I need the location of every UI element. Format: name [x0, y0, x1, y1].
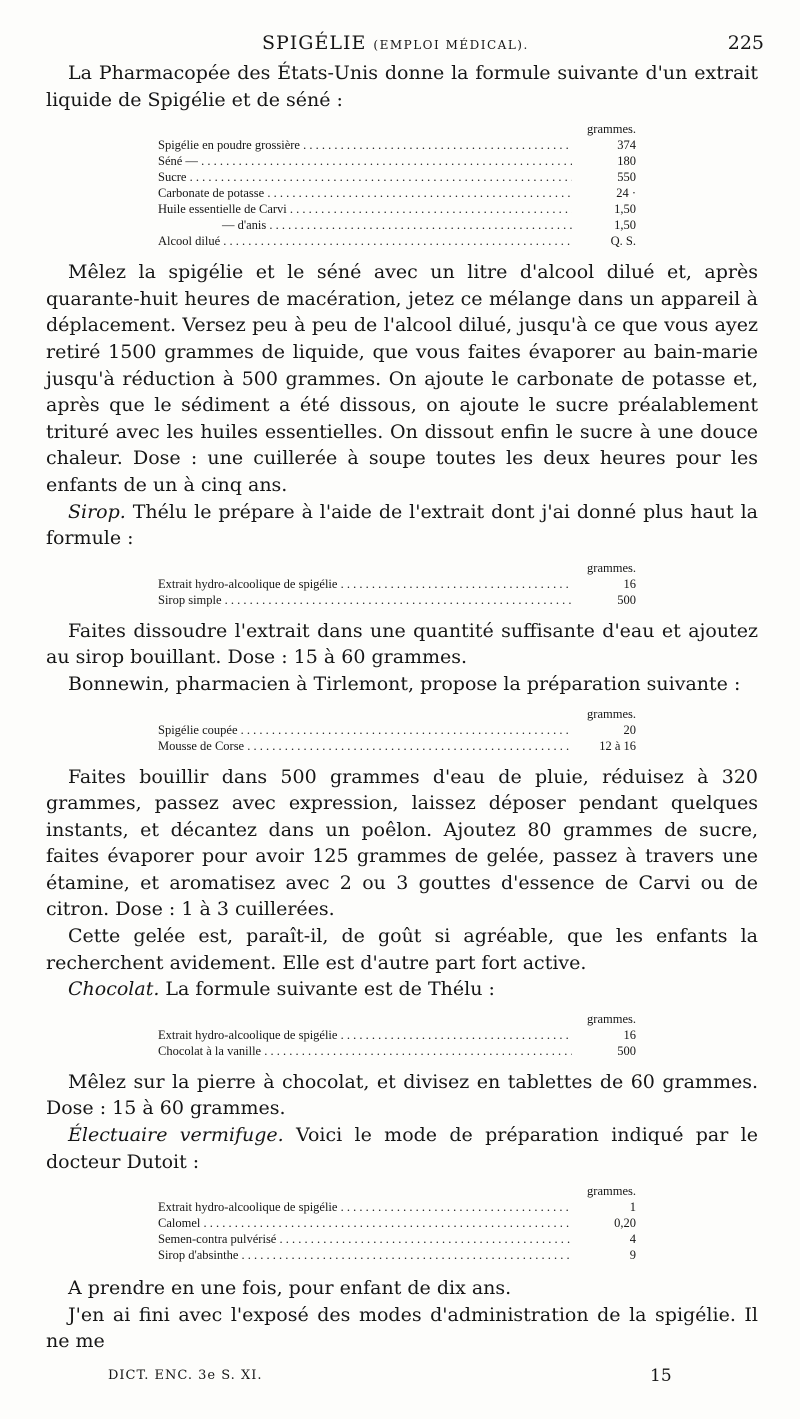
ingredient-qty: 16: [623, 1027, 636, 1042]
ingredient-label: Sirop d'absinthe . . .: [158, 1247, 572, 1263]
paragraph-4: Faites dissoudre l'extrait dans une quantité suffisante d'eau et ajoutez au sirop bouillant. Dose : 15 à 60 grammes.: [46, 619, 758, 669]
paragraph-3: [46, 499, 758, 552]
ingredient-qty: Q. S.: [610, 234, 636, 249]
ingredient-label: Spigélie en poudre grossière . . .: [158, 137, 572, 153]
ingredient-label: Chocolat à la vanille . . .: [158, 1043, 572, 1059]
table-row: [158, 169, 636, 185]
ingredient-qty: 0,20: [614, 1216, 636, 1231]
header-subtitle: (EMPLOI MÉDICAL).: [373, 38, 529, 52]
ingredient-qty: 180: [617, 154, 636, 169]
ingredient-label: — d'anis . . .: [158, 217, 572, 233]
unit-header: grammes.: [587, 1184, 636, 1199]
ingredient-label: Alcool dilué . . .: [158, 233, 572, 249]
ingredient-qty: 500: [617, 1043, 636, 1058]
paragraph-7: Cette gelée est, paraît-il, de goût si agréable, que les enfants la recherchent avidement. Elle est d'autre part fort active.: [46, 925, 758, 974]
paragraph-text: Voici le mode de préparation indiqué par le docteur Dutoit :: [46, 1124, 758, 1173]
ingredient-label: Sucre . . .: [158, 169, 572, 185]
section-term: Chocolat.: [68, 978, 160, 1001]
footer-sheet-number: 15: [650, 1366, 672, 1386]
ingredient-qty: 1,50: [614, 218, 636, 233]
ingredient-label: Extrait hydro-alcoolique de spigélie . . .: [158, 576, 572, 592]
unit-header: grammes.: [587, 560, 636, 575]
ingredient-qty: 12 à 16: [599, 738, 636, 753]
ingredient-qty: 1,50: [614, 202, 636, 217]
ingredient-label: Carbonate de potasse . . .: [158, 185, 572, 201]
recipe-table-electuaire: [158, 1183, 636, 1263]
table-row: [158, 1043, 636, 1059]
ingredient-qty: 1: [629, 1200, 636, 1215]
page-number: 225: [727, 32, 764, 54]
table-row: [158, 153, 636, 169]
table-row: [158, 137, 636, 153]
table-row: [158, 722, 636, 738]
table-row: [158, 1231, 636, 1247]
paragraph-11: A prendre en une fois, pour enfant de dix ans.: [68, 1277, 512, 1300]
recipe-table-sirop: [158, 560, 636, 608]
table-row: [158, 592, 636, 608]
paragraph-1: La Pharmacopée des États-Unis donne la formule suivante d'un extrait liquide de Spigélie et de séné :: [46, 62, 758, 111]
paragraph-10: [46, 1122, 758, 1175]
ingredient-qty: 550: [617, 170, 636, 185]
ingredient-label: Sirop simple . . .: [158, 592, 572, 608]
ingredient-qty: 9: [629, 1248, 636, 1263]
header-title: SPIGÉLIE: [262, 32, 367, 54]
ingredient-label: Spigélie coupée . . .: [158, 722, 572, 738]
ingredient-qty: 500: [617, 592, 636, 607]
section-term: Électuaire vermifuge.: [68, 1124, 284, 1147]
ingredient-label: Huile essentielle de Carvi . . .: [158, 201, 572, 217]
running-header: [0, 32, 800, 56]
ingredient-label: Semen-contra pulvérisé . . .: [158, 1231, 572, 1247]
paragraph-6: Faites bouillir dans 500 grammes d'eau de pluie, réduisez à 320 grammes, passez avec expression, laissez déposer pendant quelques instants, et décantez dans un poêlon. Ajoutez 80 grammes de sucre, faites évaporer pour avoir 125 grammes de gelée, passez à travers une étamine, et aromatisez avec 2 ou 3 gouttes d'essence de Carvi ou de citron. Dose : 1 à 3 cuillerées.: [46, 765, 758, 921]
page-body: [46, 60, 758, 1355]
table-row: [158, 1199, 636, 1215]
table-row: [158, 185, 636, 201]
paragraph-text: Thélu le prépare à l'aide de l'extrait dont j'ai donné plus haut la formule :: [46, 500, 759, 550]
paragraph-5: Bonnewin, pharmacien à Tirlemont, propose la préparation suivante :: [68, 672, 741, 695]
ingredient-label: Mousse de Corse . . .: [158, 738, 572, 754]
table-row: [158, 1027, 636, 1043]
table-row: [158, 201, 636, 217]
ingredient-label: Séné — . . .: [158, 153, 572, 169]
ingredient-qty: 374: [617, 138, 636, 153]
ingredient-label: Extrait hydro-alcoolique de spigélie . . .: [158, 1199, 572, 1215]
ingredient-label: Extrait hydro-alcoolique de spigélie . . .: [158, 1027, 572, 1043]
ingredient-qty: 24 ·: [616, 186, 636, 201]
ingredient-label: Calomel . . .: [158, 1215, 572, 1231]
table-row: [158, 576, 636, 592]
page-footer: [0, 1366, 800, 1388]
recipe-table-gelee: [158, 706, 636, 754]
table-row: [158, 1247, 636, 1263]
ingredient-qty: 4: [629, 1232, 636, 1247]
table-row: [158, 1215, 636, 1231]
ingredient-qty: 20: [623, 722, 636, 737]
unit-header: grammes.: [587, 122, 636, 137]
section-term: Sirop.: [68, 500, 126, 523]
running-title: [262, 32, 529, 54]
ingredient-qty: 16: [623, 576, 636, 591]
paragraph-2: Mêlez la spigélie et le séné avec un litre d'alcool dilué et, après quarante-huit heures de macération, jetez ce mélange dans un appareil à déplacement. Versez peu à peu de l'alcool dilué, jusqu'à ce que vous ayez retiré 1500 grammes de liquide, que vous faites évaporer au bain-marie jusqu'à réduction à 500 grammes. On ajoute le carbonate de potasse et, après que le sédiment a été dissous, on ajoute le sucre préalablement trituré avec les huiles essentielles. On dissout enfin le sucre à une douce chaleur. Dose : une cuillerée à soupe toutes les deux heures pour les enfants de un à cinq ans.: [46, 261, 758, 496]
table-row: [158, 217, 636, 233]
paragraph-text: La formule suivante est de Thélu :: [165, 978, 495, 1001]
paragraph-9: Mêlez sur la pierre à chocolat, et divisez en tablettes de 60 grammes. Dose : 15 à 60 grammes.: [46, 1070, 758, 1120]
recipe-table-extract: [158, 121, 636, 249]
paragraph-12: J'en ai fini avec l'exposé des modes d'administration de la spigélie. Il ne me: [46, 1303, 758, 1353]
table-row: [158, 233, 636, 249]
unit-header: grammes.: [587, 1011, 636, 1026]
paragraph-8: [46, 976, 758, 1003]
footer-signature: DICT. ENC. 3e S. XI.: [108, 1368, 263, 1383]
unit-header: grammes.: [587, 706, 636, 721]
table-row: [158, 738, 636, 754]
recipe-table-chocolat: [158, 1011, 636, 1059]
